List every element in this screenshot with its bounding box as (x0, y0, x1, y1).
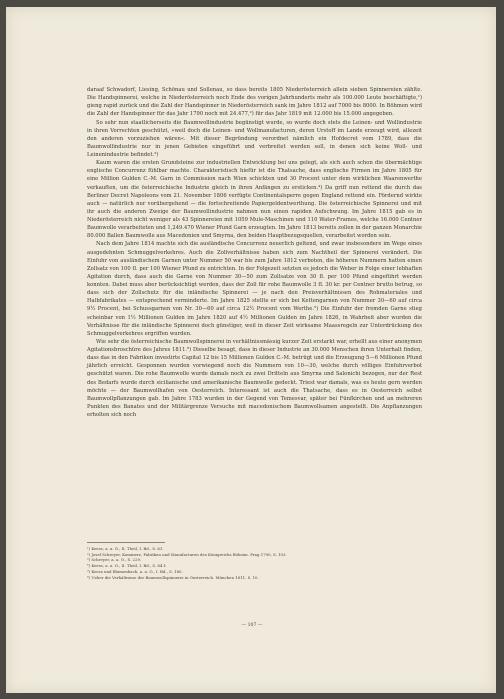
paragraph: Kaum waren die ersten Grundsteine zur industriellen Entwicklung bei uns gelegt, als sich auch schon die übermächtige englische Concurrenz fühlbar machte. Charakteristisch hiefür ist die Thatsache, dass englische Firmen im Jahre 1805 für eine Million Gulden C.-M. Garn in Commission nach Wien schickten und 30 Procent unter dem wirklichen Waarenwerthe verkauften, um die österreichische Industrie gleich in ihren Anfängen zu ersticken.⁴) Da griff nun rettend die durch das Berliner Decret Napoleons vom 21. November 1806 verfügte Continentalsperre gegen England rettend ein. Fördernd wirkte auch — natürlich nur vorübergehend — die fortschreitende Papiergeldentwerthung. Die österreichische Spinnerei und mit ihr auch die anderen Zweige der Baumwollindustrie nahmen nun einen rapiden Aufschwung. Im Jahre 1815 gab es in Niederösterreich nicht weniger als 43 Spinnereien mit 1059 Mule-Maschinen und 110 Water-Frames, welche 16.000 Centner Baumwolle verarbeiteten und 1,249.470 Wiener Pfund Garn erzeugten. Im Jahre 1813 bereits zollen in der ganzen Monarchie 80.000 Ballen Baumwolle aus Macedonien und Smyrna, den beiden Hauptbezugsquellen, verarbeitet worden sein. (87, 160, 422, 240)
paragraph: daraaf Schwadorf, Liesing, Schönau und Sollenau, so dass bereits 1805 Niederösterreich allein sieben Spinnereien zählte. Die Handspinnerei, welche in Niederösterreich noch Ende des vorigen Jahrhunderts mehr als 100.000 Leute beschäftigte,¹) gieng rapid zurück und die Zahl der Handspinner in Niederösterreich sank im Jahre 1812 auf 7000 bis 8000. In Böhmen wird die Zahl der Handspinner für das Jahr 1790 noch mit 24.477,²) für das Jahr 1819 mit 12.000 bis 15.000 angegeben. (87, 87, 422, 118)
paragraph: Nach dem Jahre 1814 machte sich die ausländische Concurrenz neuerlich geltend, und zwar insbesondere im Wege eines ausgedehnten Schmuggelverkehres. Auch die Zollverhältnisse haben sich zum Nachtheil der Spinnerei verändert. Die Einfuhr von ausländischem Garnen unter Nummer 50 war bis zum Jahre 1812 verboten, die höheren Nummern hatten einen Zollsatz von 100 fl. per 100 Wiener Pfund zu entrichten. In der Folgezeit setzten es jedoch die Weber in Folge einer lebhaften Agitation durch, dass auch die Garne von Nummer 30—50 zum Zollsatze von 30 fl. per 100 Pfund eingeführt werden konnten. Dabei muss aber berücksichtigt werden, dass der Zoll für rohe Baumwolle 3 fl. 30 kr. per Centner brutto betrug, so dass sich der Zollschutz für die inländische Spinnerei — je nach den Preisverhältnissen des Rohmateriales und Halbfabrikates — entsprechend verminderte. Im Jahre 1825 stellte er sich bei Kettengarnen von Nummer 30—60 auf circa 9½ Procent, bei Schussgarnen von Nr. 30—60 auf circa 12½ Procent vom Werthe.⁵) Die Einfuhr der fremden Garne stieg scheinbar von 1½ Millionen Gulden im Jahre 1820 auf 4½ Millionen Gulden im Jahre 1826, in Wahrheit aber wurden die Verhältnisse für die inländische Spinnerei doch günstiger, weil in dieser Zeit wirksame Maassregeln zur Unterdrückung des Schmuggelverkehres ergriffen wurden. (87, 241, 422, 337)
footnote: ⁶) Ueber die Verhältnisse der Baumwollspinnerei in Oesterreich. München 1811, S. 10. (87, 574, 259, 580)
footnote: ⁴) Keess, a. a. O., II. Theil, I. Bd., S. 84 f. (87, 563, 167, 569)
footnote: ³) Schreyer, a. a. O., S. 229. (87, 557, 142, 563)
paragraph: So sehr nun staatlicherseits die Baumwollindustrie begünstigt wurde, so wurde doch stets die Leinen- und Wollindustrie in ihren Vorrechten geschützt, »weil doch die Leinen- und Wollmanufacturen, deren Urstoff im Lande erzeugt wird, allezeit den anderen vorzuziehen wären«. Mit dieser Begründung verordnet nämlich ein Hofdecret vom 1789, dass die Baumwollindustrie nur in jenen Gebieten eingeführt und verbreitet werden soll, in denen sich keine Woll- und Leinenindustrie befindet.³) (87, 119, 422, 158)
page-number: — 107 — (241, 623, 263, 628)
paragraph: Wie sehr die österreichische Baumwollspinnerei in verhältnissmässig kurzer Zeit erstarkt war, erhellt aus einer anonymen Agitationsbroschüre des Jahres 1811.⁶) Dieselbe besagt, dass in dieser Industrie an 30.000 Menschen ihren Unterhalt finden, dass das in den Fabriken investirte Capital 12 bis 15 Millionen Gulden C.-M. betrügt und die Erzeugung 5—6 Millionen Pfund jährlich erreicht. Gesponnen wurden vorwiegend noch die Nummern von 10—30, welche durch völliges Einfuhrverbot geschützt waren. Die rohe Baumwolle wurde damals noch zu zwei Dritteln aus Smyrna und Salonichi bezogen, nur der Rest des Bedarfs wurde durch sicilianische und amerikanische Baumwolle gedeckt. Triest war damals, was es heute gern werden möchte — der Baumwollhafen von Oesterreich. Interessant ist auch die Thatsache, dass es in Oesterreich selbst Baumwollpflanzungen gab. Im Jahre 1783 wurden in der Gegend von Temesvar, später bei Fünfkirchen und an mehreren Punkten des Banates und der Militärgrenze Versuche mit macedonischem Baumwollsamen angestellt. Die Anpflanzungen erholten sich noch (87, 338, 422, 418)
footnote: ²) Josef Schreyer, Kommerz, Fabriken und Manufacturen des Königreichs Böheim. Prag 1790, S. 103. (87, 551, 287, 557)
body-text (87, 86, 422, 419)
footnote: ¹) Keess, a. a. O., II. Theil, I. Bd., S. 61. (87, 546, 164, 551)
footnote-divider (87, 542, 165, 543)
footnotes (87, 546, 422, 580)
footnote: ⁵) Keess und Blumenbach, a. a. O., I. Bd., S. 180. (87, 568, 183, 574)
